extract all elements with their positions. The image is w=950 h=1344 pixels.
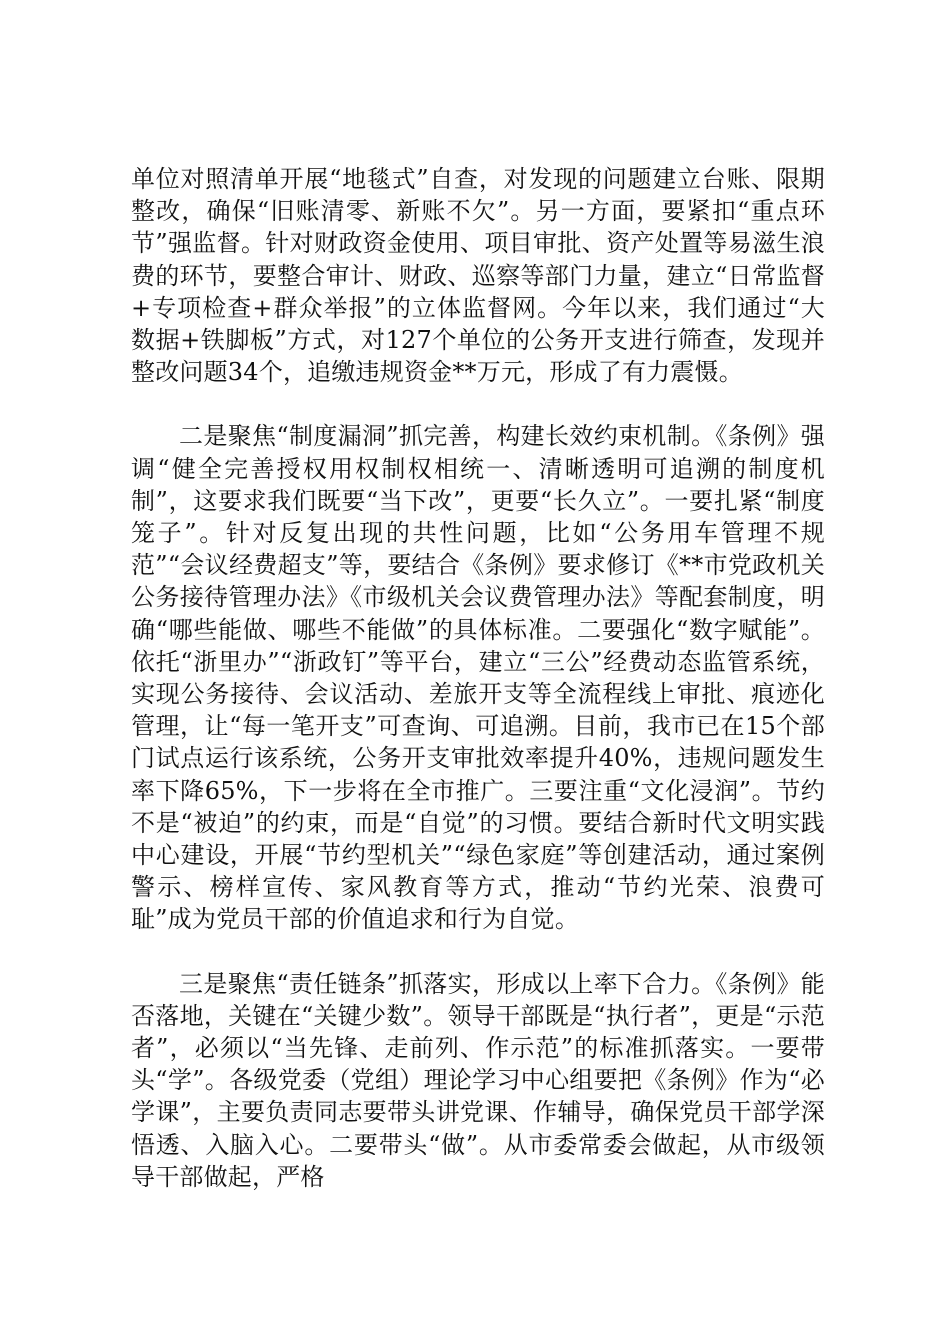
paragraph-continuation: 单位对照清单开展“地毯式”自查，对发现的问题建立台账、限期整改，确保“旧账清零、新账不欠”。另一方面，要紧扣“重点环节”强监督。针对财政资金使用、项目审批、资产处置等易滋生浪费的环节，要整合审计、财政、巡察等部门力量，建立“日常监督+专项检查+群众举报”的立体监督网。今年以来，我们通过“大数据+铁脚板”方式，对127个单位的公务开支进行筛查，发现并整改问题34个，追缴违规资金**万元，形成了有力震慑。 <box>131 165 825 387</box>
paragraph-point-three: 三是聚焦“责任链条”抓落实，形成以上率下合力。《条例》能否落地，关键在“关键少数”。领导干部既是“执行者”，更是“示范者”，必须以“当先锋、走前列、作示范”的标准抓落实。一要带头“学”。各级党委（党组）理论学习中心组要把《条例》作为“必学课”，主要负责同志要带头讲党课、作辅导，确保党员干部学深悟透、入脑入心。二要带头“做”。从市委常委会做起，从市级领导干部做起，严格 <box>131 969 825 1191</box>
paragraph-point-two: 二是聚焦“制度漏洞”抓完善，构建长效约束机制。《条例》强调“健全完善授权用权制权相统一、清晰透明可追溯的制度机制”，这要求我们既要“当下改”，更要“长久立”。一要扎紧“制度笼子”。针对反复出现的共性问题，比如“公务用车管理不规范”“会议经费超支”等，要结合《条例》要求修订《**市党政机关公务接待管理办法》《市级机关会议费管理办法》等配套制度，明确“哪些能做、哪些不能做”的具体标准。二要强化“数字赋能”。依托“浙里办”“浙政钉”等平台，建立“三公”经费动态监管系统，实现公务接待、会议活动、差旅开支等全流程线上审批、痕迹化管理，让“每一笔开支”可查询、可追溯。目前，我市已在15个部门试点运行该系统，公务开支审批效率提升40%，违规问题发生率下降65%，下一步将在全市推广。三要注重“文化浸润”。节约不是“被迫”的约束，而是“自觉”的习惯。要结合新时代文明实践中心建设，开展“节约型机关”“绿色家庭”等创建活动，通过案例警示、榜样宣传、家风教育等方式，推动“节约光荣、浪费可耻”成为党员干部的价值追求和行为自觉。 <box>131 422 825 934</box>
document-body <box>131 163 825 1225</box>
